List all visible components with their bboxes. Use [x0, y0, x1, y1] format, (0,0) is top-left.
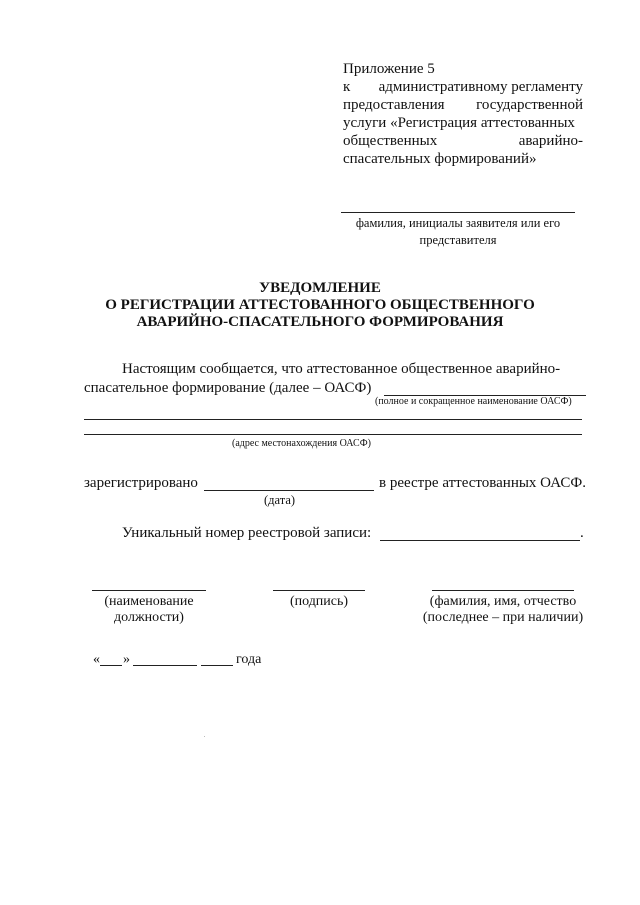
date-year-underline: [201, 665, 233, 666]
oasf-address-line: [84, 434, 582, 435]
position-underline: [92, 590, 206, 591]
signature-underline: [273, 590, 365, 591]
date-open-quote: «: [93, 652, 100, 667]
scan-speck: [204, 736, 205, 737]
appendix-line4-right: аварийно-: [518, 133, 583, 149]
fullname-underline: [432, 590, 574, 591]
oasf-name-line2: [84, 419, 582, 420]
registration-date-underline: [204, 490, 374, 491]
unique-number-end: .: [580, 525, 584, 541]
date-year-suffix: года: [236, 652, 262, 667]
position-caption-line1: (наименование: [104, 594, 194, 609]
unique-number-underline: [380, 540, 580, 541]
date-month-underline: [133, 665, 197, 666]
oasf-name-caption: (полное и сокращенное наименование ОАСФ): [375, 396, 572, 407]
date-close-quote: »: [123, 652, 130, 667]
heading-line3: АВАРИЙНО-СПАСАТЕЛЬНОГО ФОРМИРОВАНИЯ: [136, 314, 504, 330]
appendix-line1: [343, 79, 583, 96]
appendix-line2-right: государственной: [476, 97, 583, 113]
appendix-line3: услуги «Регистрация аттестованных: [343, 115, 575, 131]
heading-line1: УВЕДОМЛЕНИЕ: [259, 280, 381, 296]
appendix-line4: [343, 133, 583, 150]
appendix-line4-left: общественных: [343, 133, 438, 149]
appendix-line2-left: предоставления: [343, 97, 445, 113]
applicant-underline: [341, 212, 575, 213]
registered-suffix: в реестре аттестованных ОАСФ.: [379, 475, 586, 491]
oasf-address-caption: (адрес местонахождения ОАСФ): [232, 438, 371, 449]
date-day-underline: [100, 665, 122, 666]
signature-caption: (подпись): [289, 594, 349, 609]
applicant-caption-line2: представителя: [419, 233, 497, 247]
appendix-line2: [343, 97, 583, 114]
appendix-line1-right: административному регламенту: [378, 79, 583, 95]
appendix-line1-left: к: [343, 79, 351, 95]
applicant-caption-line1: фамилия, инициалы заявителя или его: [355, 216, 561, 230]
appendix-title: Приложение 5: [343, 61, 435, 77]
unique-number-label: Уникальный номер реестровой записи:: [122, 525, 372, 541]
heading-line2: О РЕГИСТРАЦИИ АТТЕСТОВАННОГО ОБЩЕСТВЕННОГО: [105, 297, 535, 313]
fullname-caption-line2: (последнее – при наличии): [422, 610, 584, 625]
date-caption: (дата): [264, 493, 296, 507]
appendix-line5: спасательных формирований»: [343, 151, 537, 167]
paragraph1-line2: спасательное формирование (далее – ОАСФ): [84, 380, 372, 396]
paragraph1-line1: Настоящим сообщается, что аттестованное общественное аварийно-: [122, 361, 561, 377]
registered-label: зарегистрировано: [84, 475, 198, 491]
fullname-caption-line1: (фамилия, имя, отчество: [429, 594, 577, 609]
position-caption-line2: должности): [114, 610, 184, 625]
